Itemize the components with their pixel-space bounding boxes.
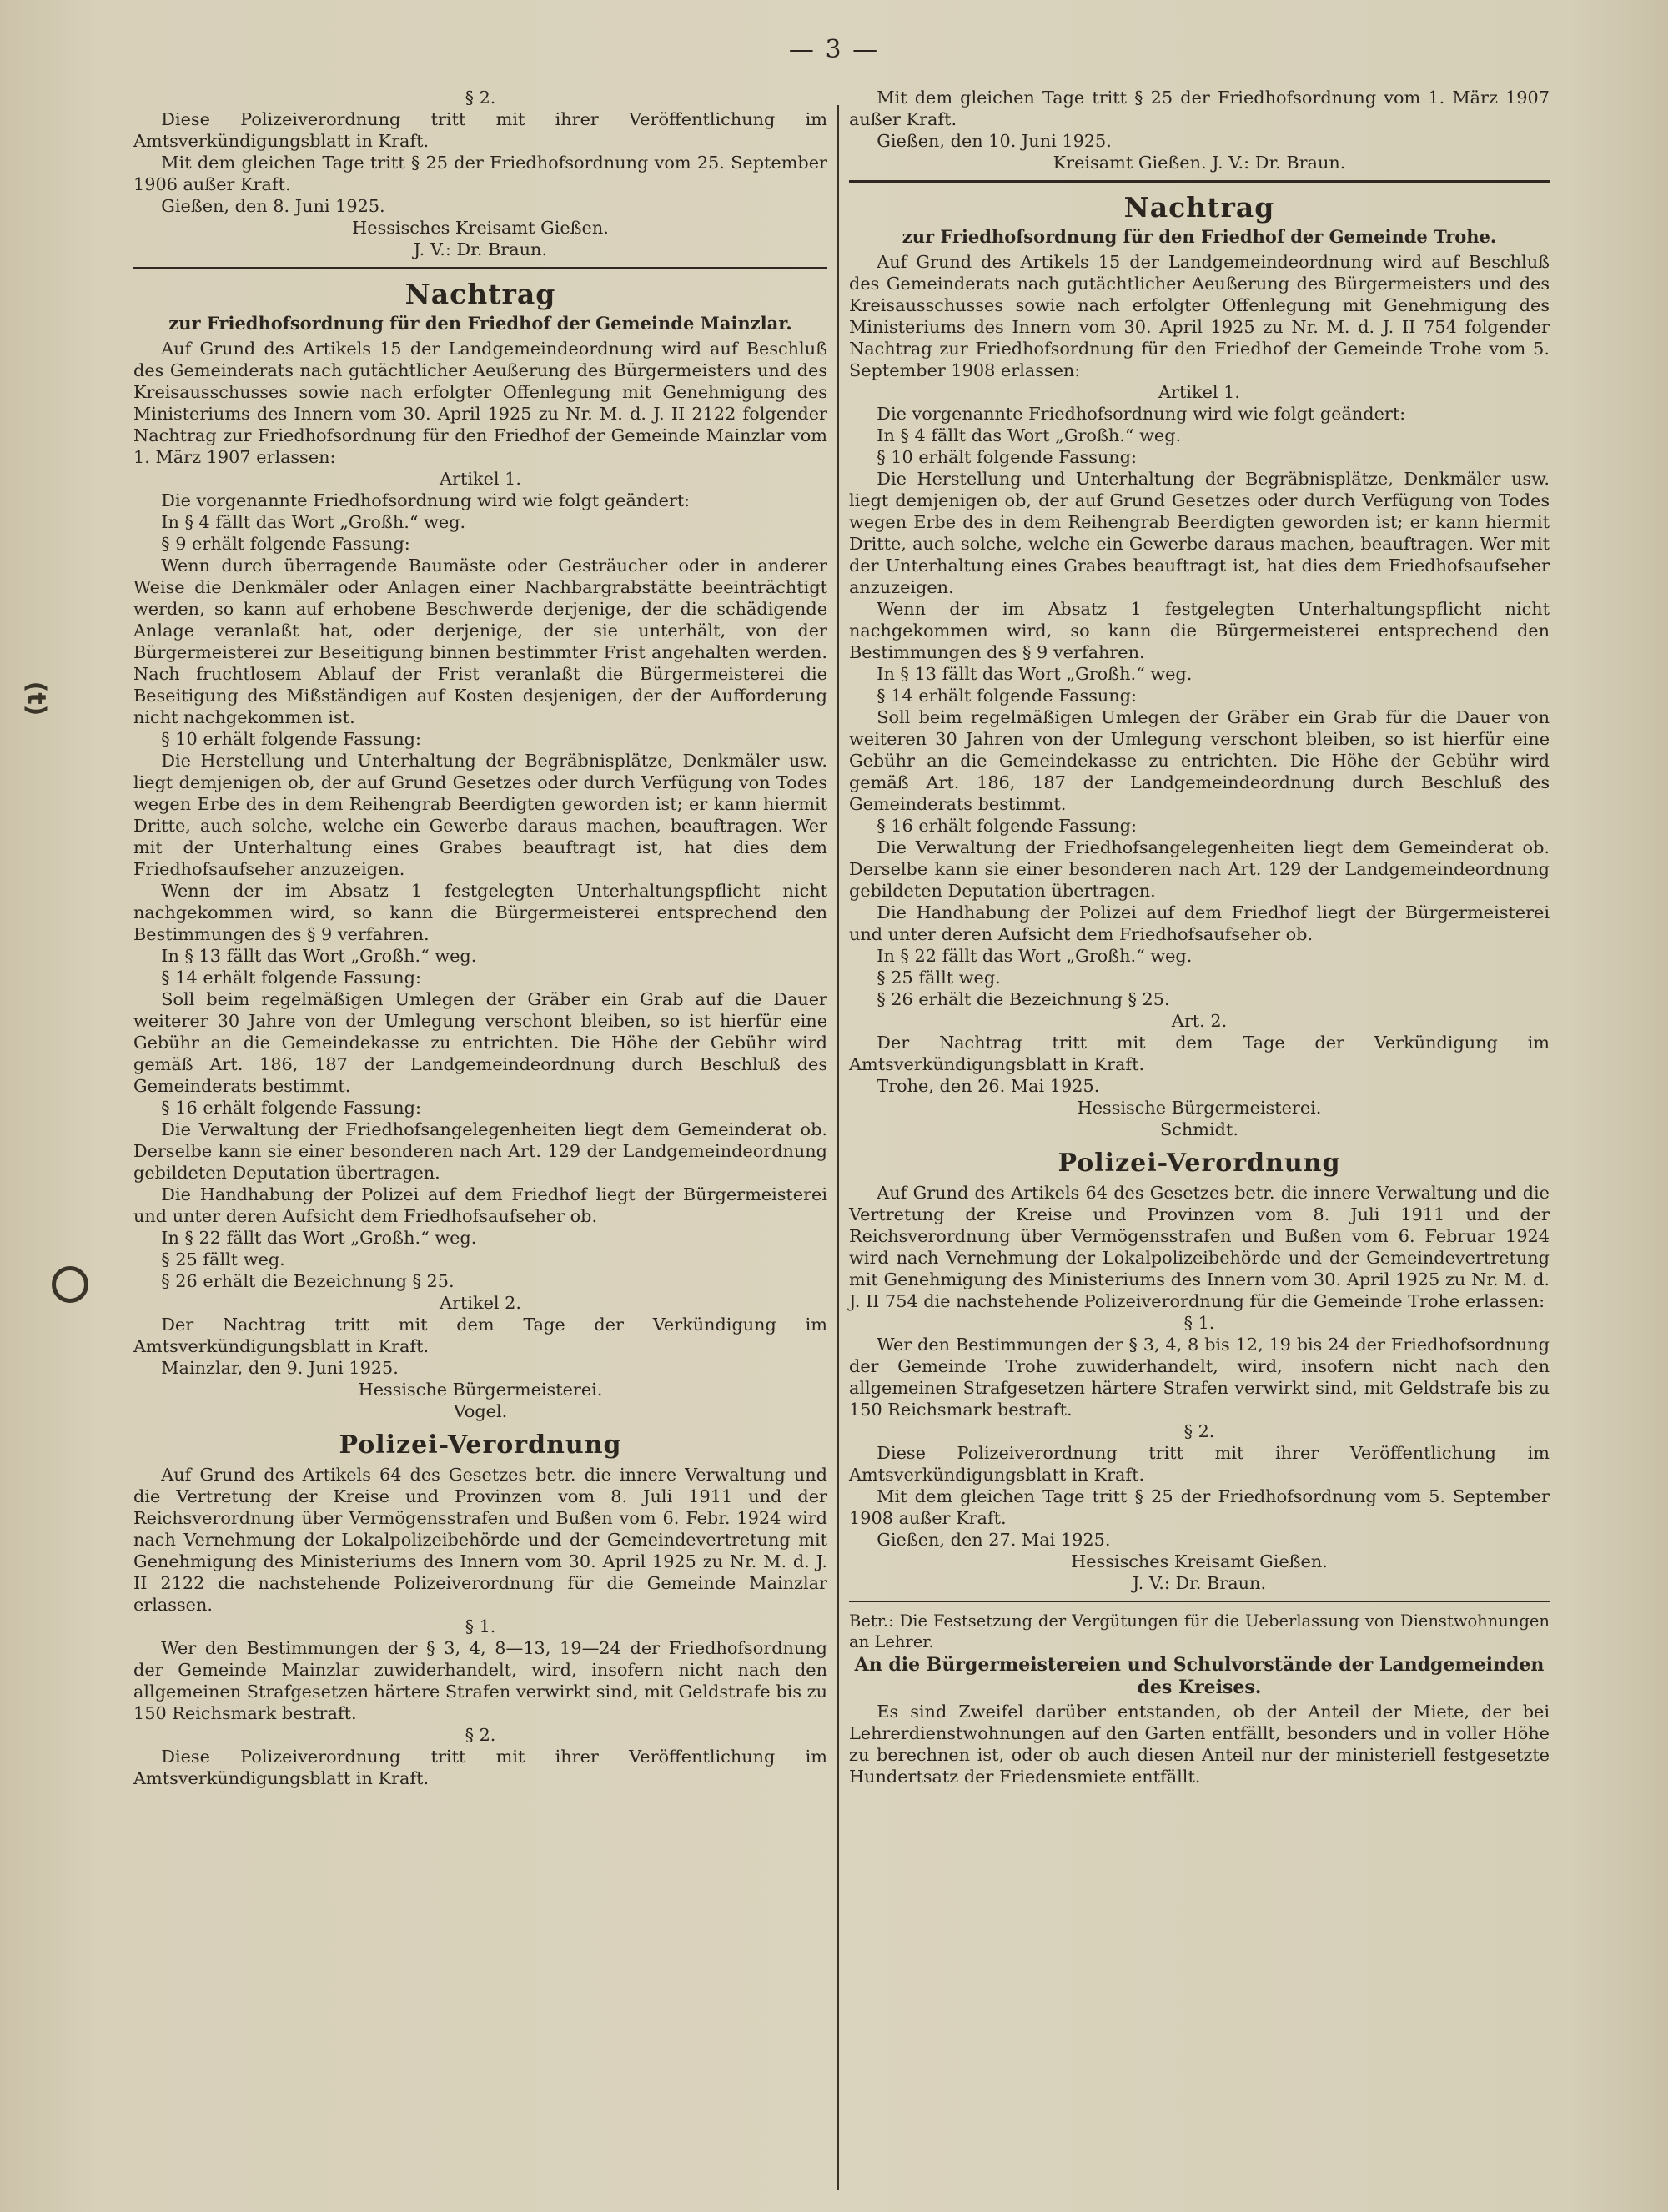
paragraph: In § 13 fällt das Wort „Großh.“ weg. bbox=[161, 946, 477, 966]
paragraph: § 25 fällt weg. bbox=[161, 1249, 285, 1269]
margin-binding-hole-mark bbox=[52, 1266, 88, 1303]
section-heading: § 2. bbox=[465, 88, 496, 108]
paragraph: Diese Polizeiverordnung tritt mit ihrer Veröffentlichung im Amtsverkündigungsblatt in Kraft. bbox=[133, 109, 827, 151]
nachtrag-subtitle: zur Friedhofsordnung für den Friedhof der Gemeinde Trohe. bbox=[902, 226, 1497, 247]
paragraph: Soll beim regelmäßigen Umlegen der Gräber ein Grab für die Dauer von weiteren 30 Jahren von der Umlegung verschont bleiben, so ist hierfür eine Gebühr an die Gemeindekasse zu entrichten. Die Höhe der Gebühr wird gemäß Art. 186, 187 der Landgemeindeordnung durch Beschluß des Gemeinderats bestimmt. bbox=[849, 707, 1550, 814]
section-heading: § 1. bbox=[1183, 1313, 1215, 1333]
signature-authority: Hessische Bürgermeisterei. bbox=[1077, 1098, 1322, 1118]
article-heading: Artikel 2. bbox=[440, 1293, 521, 1313]
paragraph: Es sind Zweifel darüber entstanden, ob der Anteil der Miete, der bei Lehrerdienstwohnungen auf den Garten entfällt, besonders und in voller Höhe zu berechnen ist, oder ob auch diesen Anteil nur der ministeriell festgesetzte Hundertsatz der Friedensmiete entfällt. bbox=[849, 1702, 1550, 1787]
paragraph: § 14 erhält folgende Fassung: bbox=[161, 968, 421, 988]
paragraph: Auf Grund des Artikels 64 des Gesetzes betr. die innere Verwaltung und die Vertretung der Kreise und Provinzen vom 8. Juli 1911 und der Reichsverordnung über Vermögensstrafen und Bußen vom 6. Febr. 1924 wird nach Vernehmung der Lokalpolizeibehörde und der Gemeindevertretung mit Genehmigung des Ministeriums des Innern vom 30. April 1925 zu Nr. M. d. J. II 2122 die nachstehende Polizeiverordnung für die Gemeinde Mainzlar erlassen. bbox=[133, 1465, 827, 1615]
place-date: Gießen, den 27. Mai 1925. bbox=[877, 1530, 1111, 1550]
paragraph: Soll beim regelmäßigen Umlegen der Gräber ein Grab auf die Dauer weiterer 30 Jahre von der Umlegung verschont bleiben, so ist hierfür eine Gebühr an die Gemeindekasse zu entrichten. Die Höhe der Gebühr wird gemäß Art. 186, 187 der Landgemeindeordnung durch Beschluß des Gemeinderats bestimmt. bbox=[133, 989, 827, 1096]
section-heading: § 1. bbox=[465, 1616, 496, 1636]
paragraph: Auf Grund des Artikels 64 des Gesetzes betr. die innere Verwaltung und die Vertretung der Kreise und Provinzen vom 8. Juli 1911 und der Reichsverordnung über Vermögensstrafen und Bußen vom 6. Februar 1924 wird nach Vernehmung der Lokalpolizeibehörde und der Gemeindevertretung mit Genehmigung des Ministeriums des Innern vom 30. April 1925 zu Nr. M. d. J. II 754 die nachstehende Polizeiverordnung für die Gemeinde Trohe erlassen: bbox=[849, 1183, 1550, 1311]
paragraph: In § 4 fällt das Wort „Großh.“ weg. bbox=[877, 425, 1182, 445]
nachtrag-title: Nachtrag bbox=[1123, 191, 1275, 224]
paragraph: Wer den Bestimmungen der § 3, 4, 8—13, 19—24 der Friedhofsordnung der Gemeinde Mainzlar zuwiderhandelt, wird, insofern nicht nach den allgemeinen Strafgesetzen härtere Strafen verwirkt sind, mit Geldstrafe bis zu 150 Reichsmark bestraft. bbox=[133, 1638, 827, 1723]
section-divider bbox=[133, 267, 827, 269]
place-date: Gießen, den 8. Juni 1925. bbox=[161, 196, 385, 216]
paragraph: Mit dem gleichen Tage tritt § 25 der Friedhofsordnung vom 5. September 1908 außer Kraft. bbox=[849, 1486, 1550, 1528]
place-date: Mainzlar, den 9. Juni 1925. bbox=[161, 1358, 399, 1378]
paragraph: Wer den Bestimmungen der § 3, 4, 8 bis 12, 19 bis 24 der Friedhofsordnung der Gemeinde Trohe zuwiderhandelt, wird, insofern nicht nach den allgemeinen Strafgesetzen härtere Strafen verwirkt sind, mit Geldstrafe bis zu 150 Reichsmark bestraft. bbox=[849, 1335, 1550, 1420]
section-heading: § 2. bbox=[1183, 1421, 1215, 1441]
paragraph: Die Verwaltung der Friedhofsangelegenheiten liegt dem Gemeinderat ob. Derselbe kann sie einer besonderen nach Art. 129 der Landgemeindeordnung gebildeten Deputation übertragen. bbox=[133, 1119, 827, 1183]
paragraph: Die Handhabung der Polizei auf dem Friedhof liegt der Bürgermeisterei und unter deren Aufsicht dem Friedhofsaufseher ob. bbox=[133, 1184, 827, 1226]
paragraph: Die Herstellung und Unterhaltung der Begräbnisplätze, Denkmäler usw. liegt demjenigen ob, der auf Grund Gesetzes oder durch Verfügung von Todes wegen Erbe des in dem Reihengrab Beerdigten geworden ist; er kann hiermit Dritte, auch solche, welche ein Gewerbe daraus machen, beauftragen. Wer mit der Unterhaltung eines Grabes beauftragt ist, hat dies dem Friedhofsaufseher anzuzeigen. bbox=[849, 469, 1550, 597]
right-column bbox=[849, 87, 1550, 1787]
paragraph: Wenn der im Absatz 1 festgelegten Unterhaltungspflicht nicht nachgekommen wird, so kann die Bürgermeisterei entsprechend den Bestimmungen des § 9 verfahren. bbox=[849, 599, 1550, 662]
paragraph: Mit dem gleichen Tage tritt § 25 der Friedhofsordnung vom 25. September 1906 außer Kraft. bbox=[133, 153, 827, 194]
article-heading: Art. 2. bbox=[1171, 1011, 1228, 1031]
paragraph: In § 22 fällt das Wort „Großh.“ weg. bbox=[161, 1228, 477, 1248]
column-divider bbox=[837, 105, 839, 2190]
page-number: — 3 — bbox=[788, 35, 880, 64]
paragraph: Die Verwaltung der Friedhofsangelegenheiten liegt dem Gemeinderat ob. Derselbe kann sie einer besonderen nach Art. 129 der Landgemeindeordnung gebildeten Deputation übertragen. bbox=[849, 837, 1550, 901]
paragraph: Mit dem gleichen Tage tritt § 25 der Friedhofsordnung vom 1. März 1907 außer Kraft. bbox=[849, 88, 1550, 129]
paragraph: Diese Polizeiverordnung tritt mit ihrer Veröffentlichung im Amtsverkündigungsblatt in Kraft. bbox=[849, 1443, 1550, 1485]
paragraph: § 14 erhält folgende Fassung: bbox=[877, 686, 1137, 706]
polizeiverordnung-title: Polizei-Verordnung bbox=[1058, 1149, 1341, 1178]
paragraph: § 25 fällt weg. bbox=[877, 968, 1001, 988]
left-column bbox=[133, 87, 827, 1789]
signature-line: Kreisamt Gießen. J. V.: Dr. Braun. bbox=[1053, 153, 1346, 173]
section-divider bbox=[849, 180, 1550, 183]
paragraph: In § 4 fällt das Wort „Großh.“ weg. bbox=[161, 512, 466, 532]
article-heading: Artikel 1. bbox=[1158, 382, 1240, 402]
place-date: Gießen, den 10. Juni 1925. bbox=[877, 131, 1112, 151]
paragraph: § 9 erhält folgende Fassung: bbox=[161, 534, 410, 554]
paragraph: In § 13 fällt das Wort „Großh.“ weg. bbox=[877, 664, 1193, 684]
paragraph: § 26 erhält die Bezeichnung § 25. bbox=[877, 989, 1170, 1009]
article-heading: Artikel 1. bbox=[440, 469, 521, 489]
paragraph: Wenn der im Absatz 1 festgelegten Unterhaltungspflicht nicht nachgekommen wird, so kann die Bürgermeisterei entsprechend den Bestimmungen des § 9 verfahren. bbox=[133, 881, 827, 944]
signature-authority: Hessisches Kreisamt Gießen. bbox=[1071, 1551, 1328, 1571]
section-divider bbox=[849, 1601, 1550, 1602]
margin-stamp-mark: (t) bbox=[21, 681, 51, 716]
paragraph: Der Nachtrag tritt mit dem Tage der Verkündigung im Amtsverkündigungsblatt in Kraft. bbox=[849, 1033, 1550, 1074]
paragraph: Die vorgenannte Friedhofsordnung wird wie folgt geändert: bbox=[161, 490, 691, 510]
paragraph: § 16 erhält folgende Fassung: bbox=[161, 1098, 421, 1118]
paragraph: Auf Grund des Artikels 15 der Landgemeindeordnung wird auf Beschluß des Gemeinderats nach gutächtlicher Aeußerung des Bürgermeisters und des Kreisausschusses sowie nach erfolgter Offenlegung mit Genehmigung des Ministeriums des Innern vom 30. April 1925 zu Nr. M. d. J. II 2122 folgender Nachtrag zur Friedhofsordnung für den Friedhof der Gemeinde Mainzlar vom 1. März 1907 erlassen: bbox=[133, 339, 827, 467]
section-heading: § 2. bbox=[465, 1725, 496, 1745]
notice-heading: An die Bürgermeistereien und Schulvorstände der Landgemeinden des Kreises. bbox=[854, 1654, 1545, 1698]
signature-authority: Hessisches Kreisamt Gießen. bbox=[352, 218, 609, 238]
paragraph: § 26 erhält die Bezeichnung § 25. bbox=[161, 1271, 455, 1291]
signature-name: J. V.: Dr. Braun. bbox=[413, 239, 548, 259]
paragraph: In § 22 fällt das Wort „Großh.“ weg. bbox=[877, 946, 1193, 966]
paragraph: § 10 erhält folgende Fassung: bbox=[161, 729, 421, 749]
signature-name: J. V.: Dr. Braun. bbox=[1132, 1573, 1267, 1593]
paragraph: Die Handhabung der Polizei auf dem Friedhof liegt der Bürgermeisterei und unter deren Aufsicht dem Friedhofsaufseher ob. bbox=[849, 902, 1550, 944]
nachtrag-title: Nachtrag bbox=[404, 278, 556, 310]
paragraph: Der Nachtrag tritt mit dem Tage der Verkündigung im Amtsverkündigungsblatt in Kraft. bbox=[133, 1315, 827, 1356]
signature-authority: Hessische Bürgermeisterei. bbox=[358, 1380, 603, 1400]
polizeiverordnung-title: Polizei-Verordnung bbox=[339, 1430, 622, 1460]
nachtrag-subtitle: zur Friedhofsordnung für den Friedhof der Gemeinde Mainzlar. bbox=[168, 313, 792, 334]
paragraph: § 10 erhält folgende Fassung: bbox=[877, 447, 1137, 467]
paragraph: Auf Grund des Artikels 15 der Landgemeindeordnung wird auf Beschluß des Gemeinderats nach gutächtlicher Aeußerung des Bürgermeisters und des Kreisausschusses sowie nach erfolgter Offenlegung mit Genehmigung des Ministeriums des Innern vom 30. April 1925 zu Nr. M. d. J. II 754 folgender Nachtrag zur Friedhofsordnung für den Friedhof der Gemeinde Trohe vom 5. September 1908 erlassen: bbox=[849, 252, 1550, 380]
paragraph: § 16 erhält folgende Fassung: bbox=[877, 816, 1137, 836]
paragraph: Die vorgenannte Friedhofsordnung wird wie folgt geändert: bbox=[877, 404, 1406, 424]
paragraph: Diese Polizeiverordnung tritt mit ihrer Veröffentlichung im Amtsverkündigungsblatt in Kraft. bbox=[133, 1747, 827, 1788]
signature-name: Schmidt. bbox=[1160, 1119, 1238, 1139]
paragraph: Die Herstellung und Unterhaltung der Begräbnisplätze, Denkmäler usw. liegt demjenigen ob, der auf Grund Gesetzes oder durch Verfügung von Todes wegen Erbe des in dem Reihengrab Beerdigten geworden ist; er kann hiermit Dritte, auch solche, welche ein Gewerbe daraus machen, beauftragen. Wer mit der Unterhaltung eines Grabes beauftragt ist, hat dies dem Friedhofsaufseher anzuzeigen. bbox=[133, 751, 827, 879]
place-date: Trohe, den 26. Mai 1925. bbox=[877, 1076, 1100, 1096]
signature-name: Vogel. bbox=[453, 1401, 508, 1421]
subject-line: Betr.: Die Festsetzung der Vergütungen für die Ueberlassung von Dienstwohnungen an Lehrer. bbox=[849, 1611, 1550, 1651]
paragraph: Wenn durch überragende Baumäste oder Gesträucher oder in anderer Weise die Denkmäler oder Anlagen einer Nachbargrabstätte beeinträchtigt werden, so kann auf erhobene Beschwerde derjenige, der die schädigende Anlage veranlaßt hat, oder derjenige, der sie unterhält, von der Bürgermeisterei zur Beseitigung binnen bestimmter Frist angehalten werden. Nach fruchtlosem Ablauf der Frist veranlaßt die Bürgermeisterei die Beseitigung des Mißständigen auf Kosten desjenigen, der der Aufforderung nicht nachgekommen ist. bbox=[133, 556, 827, 727]
